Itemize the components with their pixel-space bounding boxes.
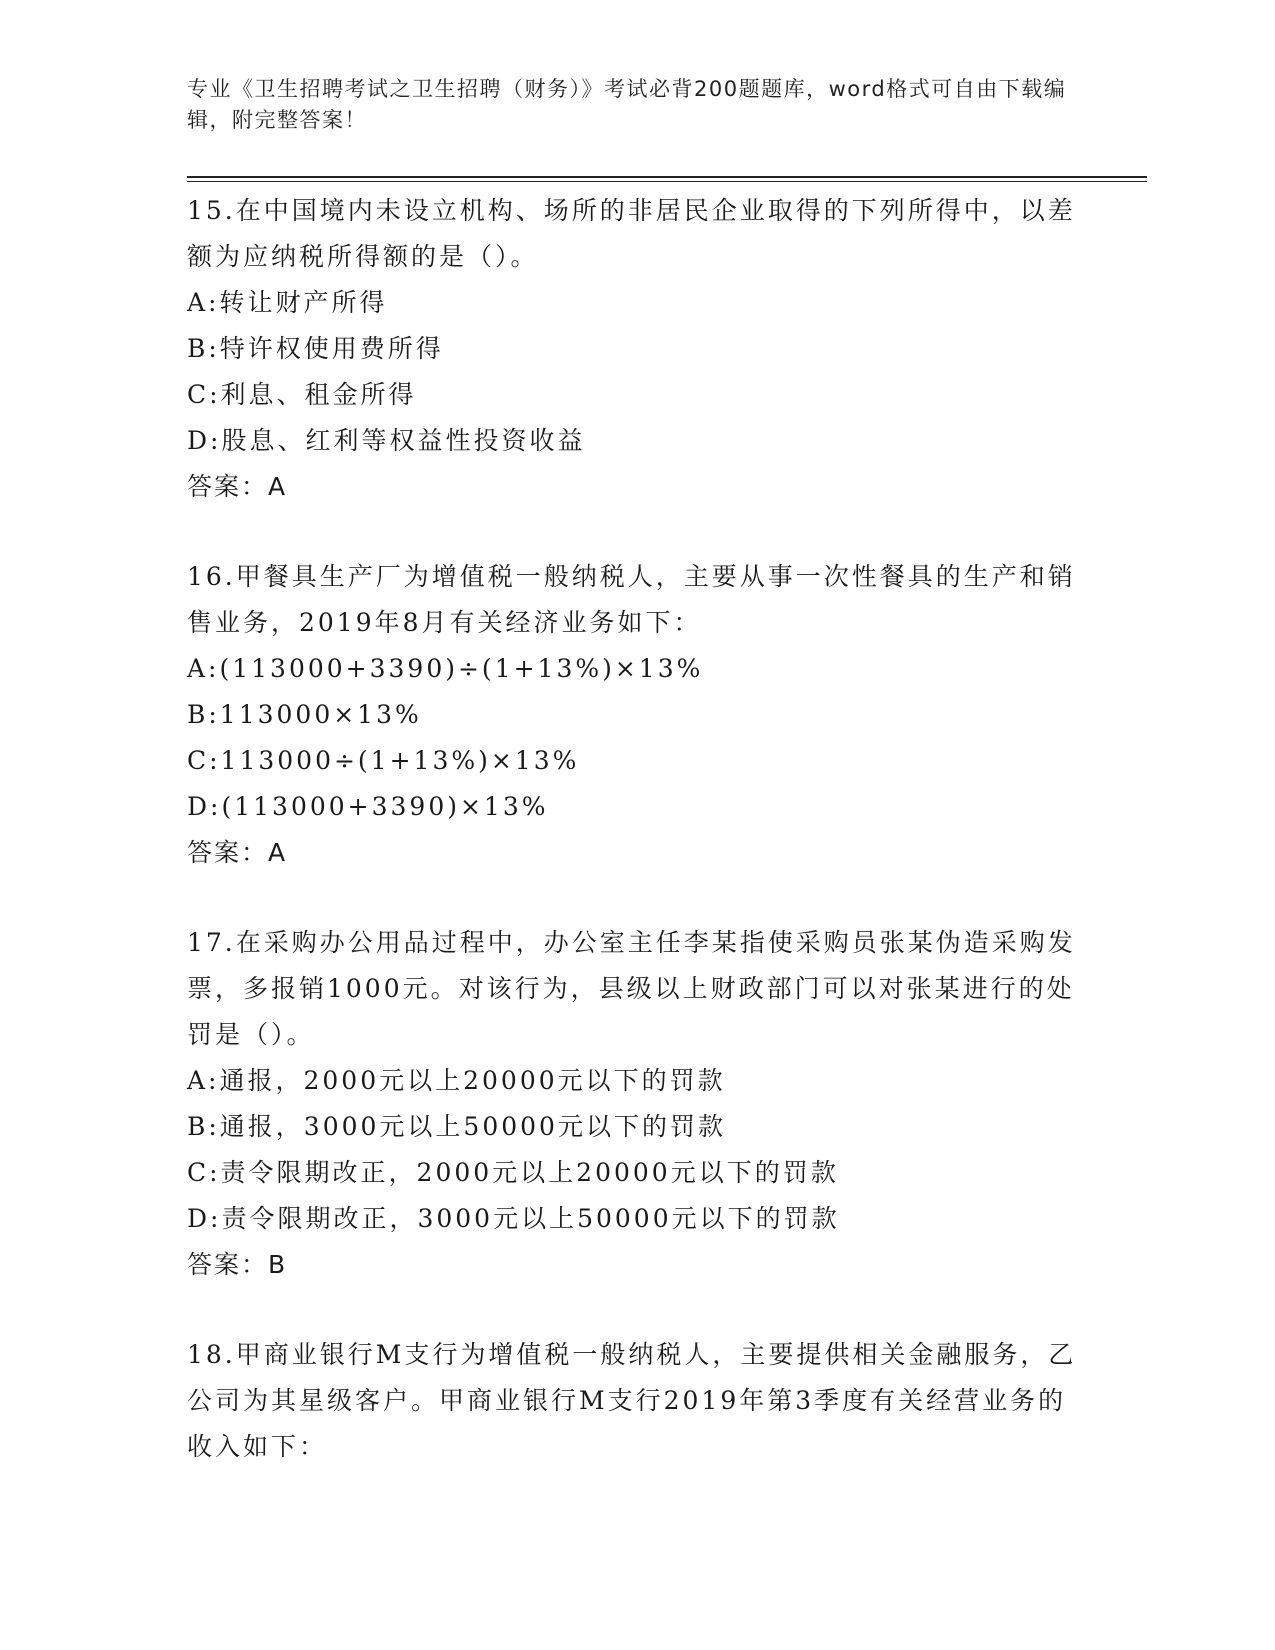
option-d: D:(113000+3390)×13% — [187, 792, 549, 821]
option-a: A:通报，2000元以上20000元以下的罚款 — [187, 1066, 726, 1095]
option-b: B:特许权使用费所得 — [187, 334, 444, 363]
document-header: 专业《卫生招聘考试之卫生招聘（财务）》考试必背200题题库，word格式可自由下载编辑，附完整答案！ — [187, 77, 1067, 132]
question-stem: 18.甲商业银行M支行为增值税一般纳税人，主要提供相关金融服务，乙公司为其星级客户。甲商业银行M支行2019年第3季度有关经营业务的收入如下： — [187, 1340, 1077, 1461]
question-item — [187, 554, 1087, 876]
option-d: D:股息、红利等权益性投资收益 — [187, 426, 586, 455]
option-a: A:(113000+3390)÷(1+13%)×13% — [187, 654, 704, 683]
question-list — [187, 188, 1087, 1514]
question-stem: 15.在中国境内未设立机构、场所的非居民企业取得的下列所得中，以差额为应纳税所得额的是（）。 — [187, 196, 1076, 271]
question-item — [187, 920, 1087, 1288]
question-item — [187, 188, 1087, 510]
option-b: B:通报，3000元以上50000元以下的罚款 — [187, 1112, 726, 1141]
option-c: C:责令限期改正，2000元以上20000元以下的罚款 — [187, 1158, 839, 1187]
option-d: D:责令限期改正，3000元以上50000元以下的罚款 — [187, 1204, 840, 1233]
option-b: B:113000×13% — [187, 700, 422, 729]
answer-line: 答案：B — [187, 1250, 288, 1279]
header-divider-thick — [187, 176, 1147, 178]
header-divider-thin — [187, 181, 1147, 182]
question-stem: 17.在采购办公用品过程中，办公室主任李某指使采购员张某伪造采购发票，多报销1000元。对该行为，县级以上财政部门可以对张某进行的处罚是（）。 — [187, 928, 1076, 1049]
answer-line: 答案：A — [187, 838, 288, 867]
option-c: C:113000÷(1+13%)×13% — [187, 746, 580, 775]
question-item — [187, 1332, 1087, 1470]
answer-line: 答案：A — [187, 472, 288, 501]
option-a: A:转让财产所得 — [187, 288, 388, 317]
question-stem: 16.甲餐具生产厂为增值税一般纳税人，主要从事一次性餐具的生产和销售业务，2019年8月有关经济业务如下： — [187, 562, 1076, 637]
option-c: C:利息、租金所得 — [187, 380, 417, 409]
